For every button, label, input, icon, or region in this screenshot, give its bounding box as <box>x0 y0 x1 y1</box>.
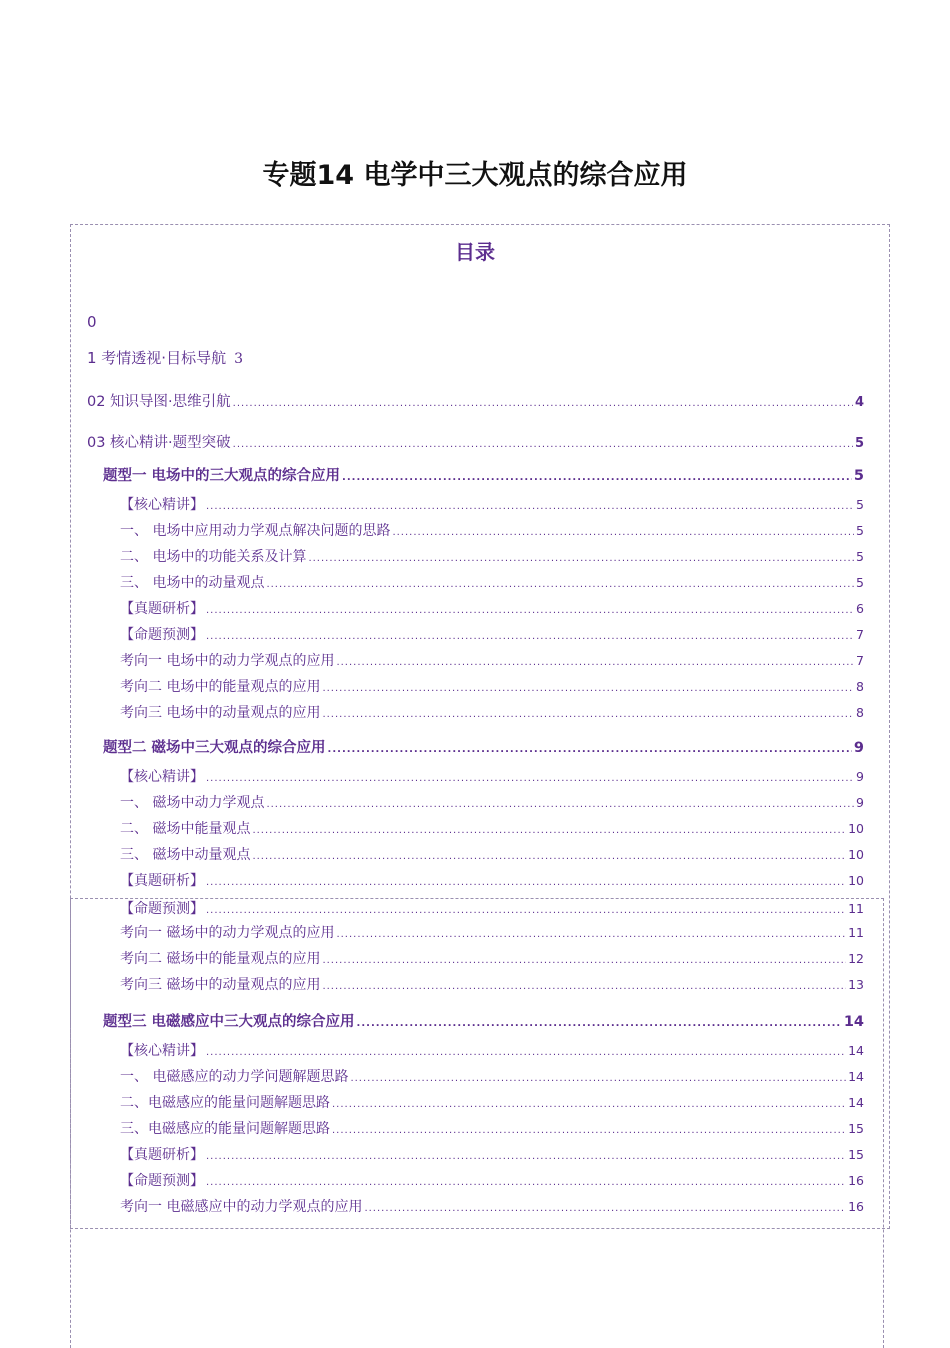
toc-entry-label: 考向一 电场中的动力学观点的应用 <box>120 653 335 669</box>
toc-entry-label: 二、 电场中的功能关系及计算 <box>120 549 307 565</box>
toc-entry-page: 7 <box>856 653 864 668</box>
toc-entry-label: 考向二 电场中的能量观点的应用 <box>120 679 321 695</box>
toc-subentry[interactable] <box>120 1066 864 1086</box>
toc-entry-page: 14 <box>848 1095 864 1110</box>
dot-leader <box>266 799 854 810</box>
toc-section-entry[interactable] <box>103 1010 864 1031</box>
toc-subentry[interactable] <box>120 1040 864 1060</box>
toc-subentry[interactable] <box>120 494 864 514</box>
toc-entry-label: 考向一 磁场中的动力学观点的应用 <box>120 925 335 941</box>
toc-entry-page: 14 <box>848 1043 864 1058</box>
toc-subentry[interactable] <box>120 898 864 918</box>
dot-leader <box>233 398 853 409</box>
toc-entry-label: 二、电磁感应的能量问题解题思路 <box>120 1095 330 1111</box>
dot-leader <box>266 579 854 590</box>
toc-entry-label: 考向三 电场中的动量观点的应用 <box>120 705 321 721</box>
toc-line-1[interactable] <box>87 347 243 368</box>
toc-entry-label: 【真题研析】 <box>120 1147 204 1163</box>
toc-entry-label: 题型一 电场中的三大观点的综合应用 <box>103 468 341 484</box>
toc-entry-page: 11 <box>848 901 864 916</box>
dot-leader <box>332 1099 846 1110</box>
dot-leader <box>350 1073 846 1084</box>
toc-subentry[interactable] <box>120 1196 864 1216</box>
toc-line-3-label: 03 核心精讲·题型突破 <box>87 435 231 451</box>
dot-leader <box>336 657 854 668</box>
toc-entry-page: 13 <box>848 977 864 992</box>
dot-leader <box>206 773 854 784</box>
toc-entry-label: 一、 电场中应用动力学观点解决问题的思路 <box>120 523 391 539</box>
toc-entry-label: 考向一 电磁感应中的动力学观点的应用 <box>120 1199 363 1215</box>
toc-entry-page: 5 <box>856 523 864 538</box>
toc-line-1-label: 1 考情透视·目标导航 <box>87 349 227 367</box>
toc-entry-label: 【命题预测】 <box>120 627 204 643</box>
dot-leader <box>206 631 854 642</box>
toc-entry-label: 一、 电磁感应的动力学问题解题思路 <box>120 1069 349 1085</box>
toc-subentry[interactable] <box>120 922 864 942</box>
toc-subentry[interactable] <box>120 1118 864 1138</box>
toc-entry-page: 10 <box>848 873 864 888</box>
toc-subentry[interactable] <box>120 598 864 618</box>
toc-entry-label: 二、 磁场中能量观点 <box>120 821 251 837</box>
toc-entry-label: 【真题研析】 <box>120 601 204 617</box>
toc-subentry[interactable] <box>120 870 864 890</box>
toc-entry-page: 5 <box>853 468 864 484</box>
toc-entry-page: 12 <box>848 951 864 966</box>
dot-leader <box>206 877 846 888</box>
toc-entry-page: 9 <box>856 795 864 810</box>
toc-entry-page: 16 <box>848 1199 864 1214</box>
toc-entry-page: 7 <box>856 627 864 642</box>
dot-leader <box>322 683 854 694</box>
dot-leader <box>206 501 854 512</box>
toc-entry-page: 15 <box>848 1147 864 1162</box>
toc-line-3[interactable] <box>87 431 864 452</box>
dot-leader <box>357 1018 842 1029</box>
dot-leader <box>322 981 846 992</box>
dot-leader <box>332 1125 846 1136</box>
toc-entry-page: 16 <box>848 1173 864 1188</box>
toc-entry-page: 6 <box>856 601 864 616</box>
dot-leader <box>252 851 846 862</box>
toc-subentry[interactable] <box>120 818 864 838</box>
dot-leader <box>206 605 854 616</box>
dot-leader <box>206 905 846 916</box>
toc-entry-label: 题型三 电磁感应中三大观点的综合应用 <box>103 1014 355 1030</box>
toc-entry-label: 【核心精讲】 <box>120 1043 204 1059</box>
toc-entry-page: 10 <box>848 847 864 862</box>
toc-subentry[interactable] <box>120 650 864 670</box>
dot-leader <box>328 744 852 755</box>
dot-leader <box>336 929 846 940</box>
toc-line-0-label: 0 <box>87 313 97 331</box>
toc-subentry[interactable] <box>120 676 864 696</box>
toc-entry-label: 三、 电场中的动量观点 <box>120 575 265 591</box>
toc-entry-label: 三、 磁场中动量观点 <box>120 847 251 863</box>
toc-subentry[interactable] <box>120 1092 864 1112</box>
toc-section-entry[interactable] <box>103 736 864 757</box>
toc-entry-page: 9 <box>853 740 864 756</box>
document-title: 专题14 电学中三大观点的综合应用 <box>262 160 688 191</box>
toc-line-3-page: 5 <box>854 436 864 451</box>
toc-entry-label: 题型二 磁场中三大观点的综合应用 <box>103 740 326 756</box>
toc-subentry[interactable] <box>120 792 864 812</box>
toc-subentry[interactable] <box>120 702 864 722</box>
toc-entry-label: 【核心精讲】 <box>120 497 204 513</box>
toc-line-0[interactable] <box>87 313 97 331</box>
toc-subentry[interactable] <box>120 572 864 592</box>
toc-entry-page: 8 <box>856 679 864 694</box>
toc-entry-label: 考向二 磁场中的能量观点的应用 <box>120 951 321 967</box>
toc-entry-page: 10 <box>848 821 864 836</box>
toc-entry-page: 14 <box>843 1014 864 1030</box>
toc-section-entry[interactable] <box>103 464 864 485</box>
toc-subentry[interactable] <box>120 1144 864 1164</box>
dot-leader <box>206 1177 846 1188</box>
dot-leader <box>206 1151 846 1162</box>
toc-line-2-page: 4 <box>854 395 864 410</box>
dot-leader <box>322 955 846 966</box>
toc-entry-page: 5 <box>856 549 864 564</box>
toc-entry-page: 5 <box>856 497 864 512</box>
toc-entry-label: 三、电磁感应的能量问题解题思路 <box>120 1121 330 1137</box>
toc-subentry[interactable] <box>120 546 864 566</box>
toc-entry-page: 14 <box>848 1069 864 1084</box>
toc-subentry[interactable] <box>120 844 864 864</box>
dot-leader <box>342 472 852 483</box>
toc-entry-page: 15 <box>848 1121 864 1136</box>
dot-leader <box>233 439 853 450</box>
dot-leader <box>322 709 854 720</box>
toc-entry-page: 11 <box>848 925 864 940</box>
toc-heading: 目录 <box>455 240 495 264</box>
toc-line-1-page: 3 <box>234 351 244 367</box>
toc-entry-label: 【命题预测】 <box>120 901 204 917</box>
dot-leader <box>392 527 854 538</box>
toc-subentry[interactable] <box>120 1170 864 1190</box>
toc-subentry[interactable] <box>120 974 864 994</box>
toc-entry-page: 5 <box>856 575 864 590</box>
toc-entry-page: 9 <box>856 769 864 784</box>
toc-entry-label: 【命题预测】 <box>120 1173 204 1189</box>
toc-subentry[interactable] <box>120 624 864 644</box>
dot-leader <box>206 1047 846 1058</box>
toc-entry-label: 【核心精讲】 <box>120 769 204 785</box>
toc-entry-label: 一、 磁场中动力学观点 <box>120 795 265 811</box>
toc-subentry[interactable] <box>120 766 864 786</box>
dot-leader <box>252 825 846 836</box>
dot-leader <box>308 553 854 564</box>
toc-entry-label: 【真题研析】 <box>120 873 204 889</box>
toc-entry-page: 8 <box>856 705 864 720</box>
toc-entry-label: 考向三 磁场中的动量观点的应用 <box>120 977 321 993</box>
dot-leader <box>364 1203 846 1214</box>
toc-subentry[interactable] <box>120 948 864 968</box>
toc-line-2[interactable] <box>87 390 864 411</box>
toc-line-2-label: 02 知识导图·思维引航 <box>87 394 231 410</box>
toc-subentry[interactable] <box>120 520 864 540</box>
